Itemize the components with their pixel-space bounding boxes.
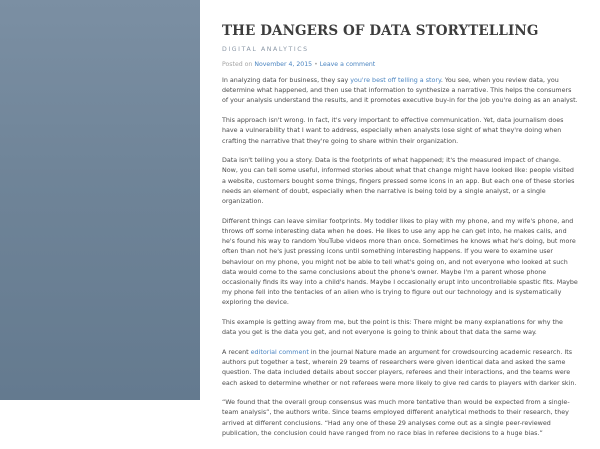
- paragraph-6: [222, 348, 578, 389]
- posted-on-label: Posted on: [222, 61, 255, 68]
- post-category[interactable]: DIGITAL ANALYTICS: [222, 46, 309, 53]
- post-date-link[interactable]: November 4, 2015: [254, 61, 313, 68]
- paragraph-7: “We found that the overall group consensus was much more tentative than would be expected from a single-team analysis”, the authors write. Since teams employed different analytical methods to their research, they arrived at different conclusions. “Had any one of these 29 analyses come out as a single peer-reviewed publication, the conclusion could have ranged from no race bias in referee decisions to a huge bias.”: [222, 399, 570, 437]
- left-background-panel: [0, 0, 200, 400]
- paragraph-1-text-b: . You see, when you review data, you determine what happened, and then use that information to synthesize a narrative. This helps the consumers of your analysis understand the results, and it promotes executive buy-in for the job you're doing as an analyst.: [222, 77, 578, 105]
- post-title[interactable]: THE DANGERS OF DATA STORYTELLING: [222, 23, 539, 39]
- post-content: [222, 22, 578, 449]
- post-meta: [222, 61, 578, 69]
- paragraph-4: Different things can leave similar footprints. My toddler likes to play with my phone, and my wife's phone, and throws off some interesting data when he does. He likes to use any app he can get into, he makes calls, and he's found his way to random YouTube videos more than once. Sometimes he knows what he's doing, but more often than not he's just pressing icons until something interesting happens. If you were to examine user behaviour on my phone, you might not be able to tell what's going on, and not everyone who looked at such data would come to the same conclusions about the phone's owner. Maybe I'm a parent whose phone occasionally finds its way into a child's hands. Maybe I occasionally erupt into uncontrollable spastic fits. Maybe my phone fell into the tentacles of an alien who is trying to figure out our technology and is systematically exploring the device.: [222, 217, 578, 307]
- story-telling-link[interactable]: you're best off telling a story: [350, 77, 441, 84]
- meta-separator: •: [312, 61, 320, 68]
- paragraph-1: [222, 76, 578, 107]
- paragraph-3: Data isn't telling you a story. Data is the footprints of what happened; it's the measured impact of change. Now, you can tell some useful, informed stories about what that change might have looked like: people visited a website, customers bought some things, fingers pressed some icons in an app. But each one of these stories needs an element of doubt, especially when the narrative is being told by a single analyst, or a single organization.: [222, 157, 575, 206]
- editorial-comment-link[interactable]: editorial comment: [250, 348, 309, 356]
- leave-comment-link[interactable]: Leave a comment: [319, 61, 376, 68]
- paragraph-6-text-a: A recent: [222, 348, 251, 356]
- paragraph-1-text-a: In analyzing data for business, they say: [222, 77, 351, 84]
- post-article: [200, 0, 600, 437]
- paragraph-5: This example is getting away from me, but the point is this: There might be many explanations for why the data you get is the data you get, and not everyone is going to think about that data the same way.: [222, 319, 563, 337]
- paragraph-6-text-b: in the journal Nature made an argument for crowdsourcing academic research. Its authors put together a test, wherein 29 teams of researchers were given identical data and asked the same question. The data included details about soccer players, referees and their interactions, and the teams were each asked to determine whether or not referees were more likely to give red cards to players with darker skin.: [222, 348, 577, 387]
- post-body: [222, 76, 578, 439]
- paragraph-2: This approach isn't wrong. In fact, it's very important to effective communication. Yet, data journalism does have a vulnerability that I want to address, especially when analysts lose sight of what they're doing when crafting the narrative that they're going to share within their organization.: [222, 117, 564, 145]
